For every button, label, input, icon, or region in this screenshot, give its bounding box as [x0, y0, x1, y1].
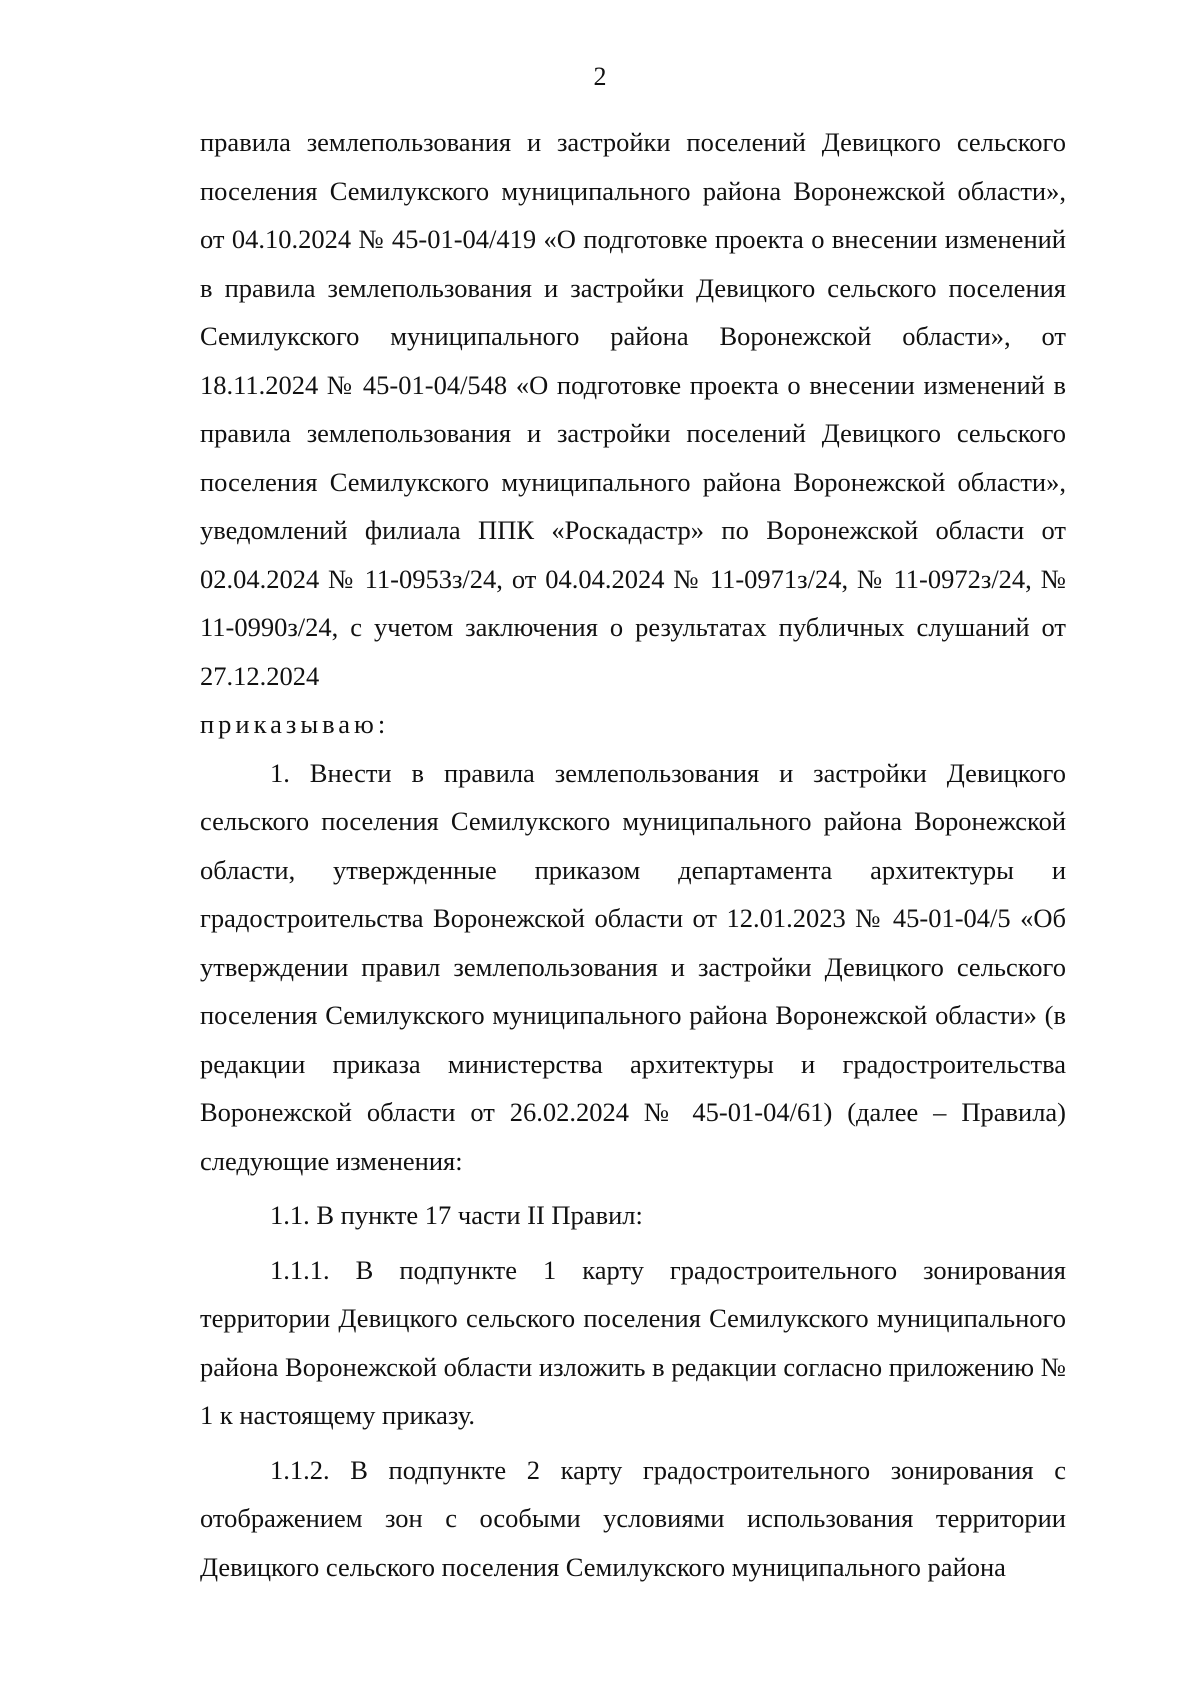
item-1-1-paragraph: 1.1. В пункте 17 части II Правил: [270, 1200, 643, 1230]
item-1-1-1-paragraph: 1.1.1. В подпункте 1 карту градостроительного зонирования территории Девицкого сельского поселения Семилукского муниципального района Воронежской области изложить в редакции согласно приложению № 1 к настоящему приказу. [200, 1254, 1066, 1430]
item-1-paragraph: 1. Внести в правила землепользования и застройки Девицкого сельского поселения Семилукского муниципального района Воронежской области, утвержденные приказом департамента архитектуры и градостроительства Воронежской области от 12.01.2023 № 45-01-04/5 «Об утверждении правил землепользования и застройки Девицкого сельского поселения Семилукского муниципального района Воронежской области» (в редакции приказа министерства архитектуры и градостроительства Воронежской области от 26.02.2024 № 45-01-04/61) (далее – Правила) следующие изменения: [200, 757, 1066, 1176]
order-word: приказываю: [200, 709, 390, 739]
document-body [200, 118, 1066, 1591]
item-1-1-2-paragraph: 1.1.2. В подпункте 2 карту градостроительного зонирования с отображением зон с особыми условиями использования территории Девицкого сельского поселения Семилукского муниципального района [200, 1454, 1066, 1582]
page-number: 2 [593, 62, 607, 91]
intro-paragraph: правила землепользования и застройки поселений Девицкого сельского поселения Семилукского муниципального района Воронежской области», от 04.10.2024 № 45-01-04/419 «О подготовке проекта о внесении изменений в правила землепользования и застройки Девицкого сельского поселения Семилукского муниципального района Воронежской области», от 18.11.2024 № 45-01-04/548 «О подготовке проекта о внесении изменений в правила землепользования и застройки поселений Девицкого сельского поселения Семилукского муниципального района Воронежской области», уведомлений филиала ППК «Роскадастр» по Воронежской области от 02.04.2024 № 11-0953з/24, от 04.04.2024 № 11-0971з/24, № 11-0972з/24, № 11-0990з/24, с учетом заключения о результатах публичных слушаний от 27.12.2024 [200, 127, 1066, 691]
